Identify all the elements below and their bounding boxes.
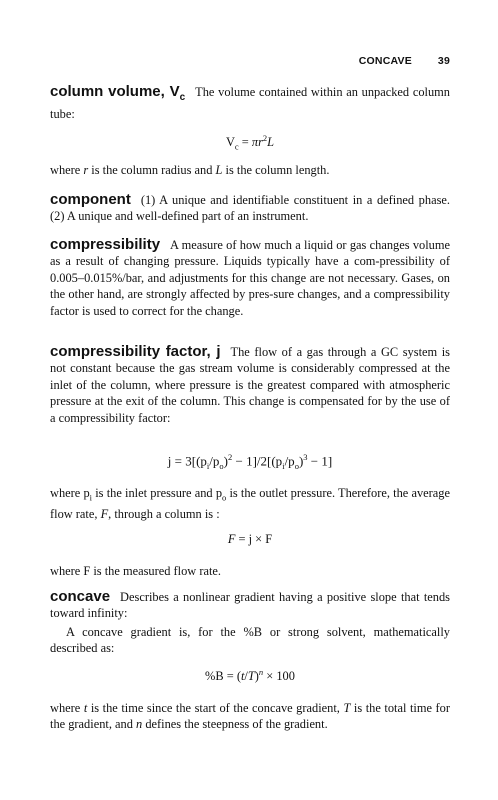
entry-definition: Describes a nonlinear gradient having a positive slope that tends toward infinity: [50, 590, 450, 621]
j-explanation: where $p_i$ is the inlet pressure and $p_o$ is the outlet pressure. Therefore, the average flow rate, F, through a column is : [50, 486, 450, 521]
entry-definition: The flow of a gas through a GC system is not constant because the gas stream volume is considerably compressed at the inlet of the column, where pressure is the greatest compared with atmospheric pressure at the exit of the column. This change is compensated for by the use of a compressibility factor: [50, 345, 450, 425]
header-title: CONCAVE [358, 55, 412, 67]
entry-term: component [50, 191, 131, 208]
page-number: 39 [437, 55, 450, 67]
entry-definition: The volume contained within an unpacked column tube: [50, 85, 451, 122]
running-head [50, 55, 450, 67]
vc-explanation: where r is the column radius and L is the column length. [50, 163, 330, 177]
entry-term: compressibility [50, 236, 161, 253]
equation-compressibility-factor: $j = 3[(p_i/p_o)^2 - 1]/2[(p_i/p_o)^3 - 1]$ [167, 452, 333, 471]
entry-column-volume [50, 84, 450, 123]
equation-flow-rate: F = j × F [227, 532, 273, 546]
term-text: column volume, V [50, 83, 180, 100]
equation-concave-gradient: $\%B = (t/T)^n \times 100$ [205, 667, 295, 684]
entry-compressibility-factor [50, 344, 450, 426]
entry-definition: (1) A unique and identifiable constituent in a defined phase. (2) A unique and well-defined part of an instrument. [50, 193, 450, 224]
equation-column-volume: $V_c = \pi r^2L$ [225, 133, 275, 152]
entry-compressibility [50, 237, 450, 319]
concave-paragraph: A concave gradient is, for the %B or strong solvent, mathematically described as: [50, 625, 450, 656]
entry-term [50, 83, 186, 103]
entry-definition: A measure of how much a liquid or gas changes volume as a result of changing pressure. Liquids typically have a com-pressibility of 0.005–0.015%/bar, and adjustments for this change are not necessary. Gases, on the other hand, are strongly affected by pres-sure changes, and a compressibility factor is used to correct for the change. [50, 238, 450, 318]
entry-component [50, 192, 450, 225]
entry-term: compressibility factor, j [50, 343, 221, 360]
f-explanation: where F is the measured flow rate. [50, 564, 222, 578]
entry-term: concave [50, 588, 111, 605]
term-subscript: c [179, 92, 186, 103]
b-explanation: where t is the time since the start of the concave gradient, T is the total time for the gradient, and n defines the steepness of the gradient. [50, 701, 450, 732]
entry-concave [50, 589, 450, 622]
